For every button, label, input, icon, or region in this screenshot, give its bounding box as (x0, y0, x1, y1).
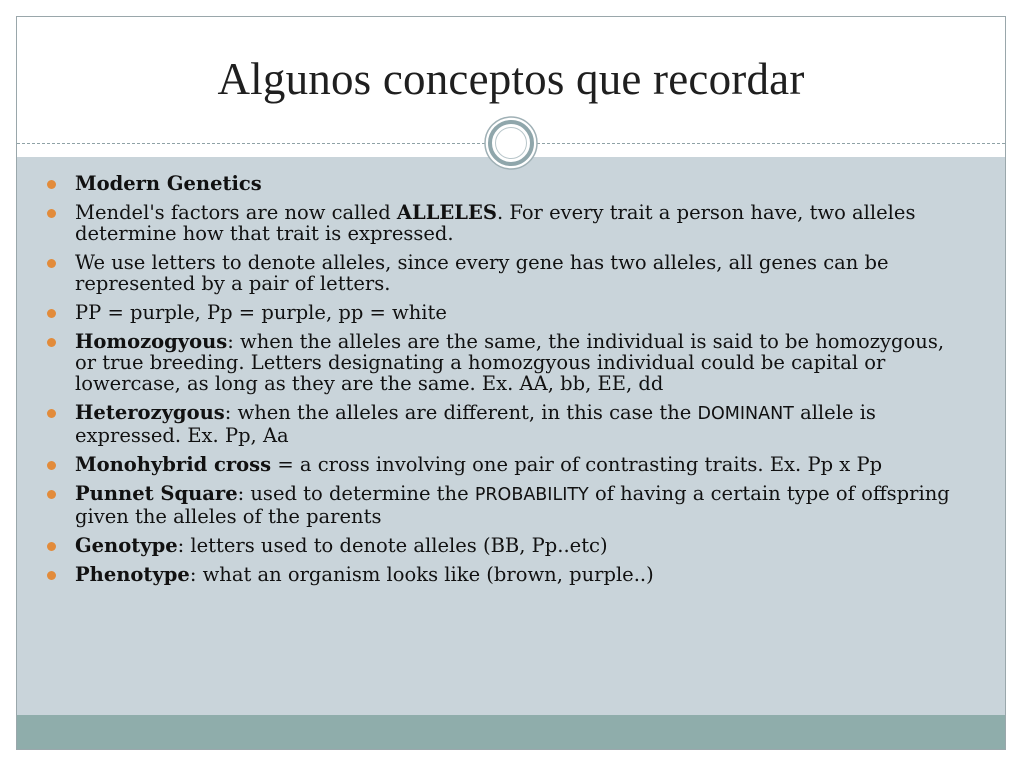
bullet-term: Modern Genetics (75, 172, 262, 195)
bullet-modern-genetics (47, 173, 967, 194)
bullet-phenotype (47, 564, 967, 585)
footer-bar (17, 715, 1005, 749)
bullet-dot-icon (47, 542, 56, 551)
bullet-monohybrid (47, 454, 967, 475)
bullet-keyword: PROBABILITY (474, 485, 589, 505)
bullet-term: Monohybrid cross (75, 453, 272, 476)
bullet-dot-icon (47, 409, 56, 418)
bullet-list (47, 173, 967, 593)
bullet-dot-icon (47, 338, 56, 347)
bullet-keyword: DOMINANT (697, 404, 794, 424)
bullet-term: Punnet Square (75, 482, 238, 505)
bullet-text: : used to determine the (237, 482, 475, 505)
bullet-text: PP = purple, Pp = purple, pp = white (75, 301, 447, 324)
bullet-text: = a cross involving one pair of contrasting traits. Ex. Pp x Pp (271, 453, 883, 476)
bullet-alleles (47, 202, 967, 244)
slide (16, 16, 1006, 750)
bullet-dot-icon (47, 461, 56, 470)
bullet-text: : letters used to denote alleles (BB, Pp..etc) (177, 534, 608, 557)
bullet-dot-icon (47, 209, 56, 218)
bullet-genotype (47, 535, 967, 556)
bullet-dot-icon (47, 571, 56, 580)
bullet-punnet-square (47, 483, 967, 527)
bullet-term: ALLELES (396, 201, 497, 224)
content-area (17, 157, 1005, 717)
bullet-pp-example (47, 302, 967, 323)
bullet-heterozygous (47, 402, 967, 446)
bullet-dot-icon (47, 309, 56, 318)
bullet-term: Genotype (75, 534, 178, 557)
bullet-text: allele is expressed. Ex. Pp, Aa (75, 401, 876, 447)
bullet-text: : when the alleles are different, in this case the (224, 401, 698, 424)
slide-title: Algunos conceptos que recordar (217, 54, 805, 104)
bullet-homozygous (47, 331, 967, 394)
bullet-dot-icon (47, 259, 56, 268)
bullet-text: Mendel's factors are now called (75, 201, 397, 224)
bullet-letters (47, 252, 967, 294)
bullet-dot-icon (47, 180, 56, 189)
bullet-term: Homozogyous (75, 330, 228, 353)
bullet-text: : what an organism looks like (brown, purple..) (189, 563, 654, 586)
bullet-dot-icon (47, 490, 56, 499)
bullet-text: of having a certain type of offspring given the alleles of the parents (75, 482, 950, 528)
bullet-text: . For every trait a person have, two alleles determine how that trait is expressed. (75, 201, 916, 245)
bullet-term: Phenotype (75, 563, 190, 586)
bullet-text: : when the alleles are the same, the individual is said to be homozygous, or true breeding. Letters designating a homozgyous individual could be capital or lowercase, as long as they are the same. Ex. AA, bb, EE, dd (75, 330, 945, 395)
bullet-text: We use letters to denote alleles, since every gene has two alleles, all genes can be represented by a pair of letters. (75, 251, 889, 295)
bullet-term: Heterozygous (75, 401, 225, 424)
ring-ornament-icon (483, 115, 539, 171)
